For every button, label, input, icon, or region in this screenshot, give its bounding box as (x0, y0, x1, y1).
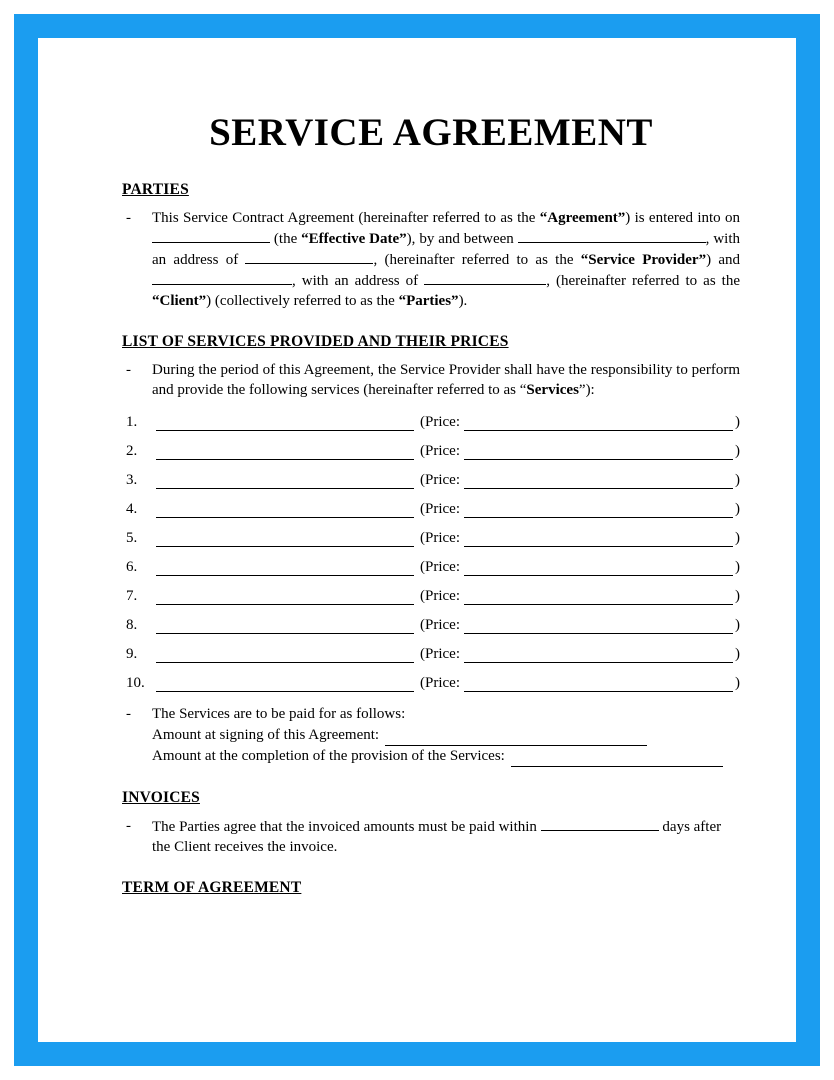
service-name-field[interactable] (156, 676, 414, 692)
service-price-label: (Price: (420, 530, 460, 546)
service-number: 10. (126, 675, 145, 691)
services-bullet (122, 360, 740, 400)
service-price-field[interactable] (464, 560, 733, 576)
provider-address-blank[interactable] (245, 249, 373, 264)
list-item (122, 588, 740, 605)
list-item (122, 530, 740, 547)
service-price-label: (Price: (420, 414, 460, 430)
service-price-label: (Price: (420, 501, 460, 517)
service-close-paren: ) (735, 501, 740, 517)
section-heading-invoices: INVOICES (122, 789, 200, 806)
parties-bold-agreement: “Agreement” (539, 210, 626, 226)
bullet-dash-icon: - (126, 706, 131, 722)
service-number: 7. (126, 588, 138, 604)
service-close-paren: ) (735, 530, 740, 546)
effective-date-blank[interactable] (152, 228, 270, 243)
document-title: SERVICE AGREEMENT (209, 111, 653, 154)
bullet-dash-icon: - (126, 362, 131, 378)
parties-text-7: ) and (706, 252, 741, 268)
list-item (122, 443, 740, 460)
list-item (122, 472, 740, 489)
parties-text-3: (the (270, 231, 302, 247)
payment-intro: The Services are to be paid for as follows: (152, 706, 406, 722)
parties-bullet (122, 208, 740, 311)
parties-bold-client: “Client” (152, 293, 207, 309)
service-price-field[interactable] (464, 502, 733, 518)
client-name-blank[interactable] (152, 270, 292, 285)
payment-at-completion-field[interactable] (511, 751, 723, 767)
section-heading-term: TERM OF AGREEMENT (122, 879, 302, 896)
section-heading-parties: PARTIES (122, 181, 189, 198)
client-address-blank[interactable] (424, 270, 546, 285)
document-body (122, 110, 740, 906)
parties-text-8: , with an address of (292, 273, 425, 289)
services-list (122, 414, 740, 692)
service-price-label: (Price: (420, 675, 460, 691)
payment-paragraph (152, 704, 740, 767)
service-name-field[interactable] (156, 589, 414, 605)
page-border (14, 14, 820, 1066)
invoices-paragraph (152, 816, 740, 857)
invoices-bullet (122, 816, 740, 857)
service-price-field[interactable] (464, 415, 733, 431)
invoices-text-2: days after the Client receives the invoice. (152, 819, 722, 855)
service-price-field[interactable] (464, 589, 733, 605)
parties-text-11: ). (458, 293, 468, 309)
invoice-days-blank[interactable] (541, 816, 659, 831)
service-price-field[interactable] (464, 473, 733, 489)
service-close-paren: ) (735, 675, 740, 691)
service-price-label: (Price: (420, 646, 460, 662)
service-name-field[interactable] (156, 618, 414, 634)
services-paragraph (152, 360, 740, 400)
service-price-label: (Price: (420, 588, 460, 604)
bullet-dash-icon: - (126, 818, 131, 834)
payment-at-completion-label: Amount at the completion of the provision of the Services: (152, 748, 505, 764)
parties-text-9: , (hereinafter referred to as the (546, 273, 741, 289)
parties-paragraph (152, 208, 740, 311)
parties-text-2: ) is entered into on (625, 210, 740, 226)
service-close-paren: ) (735, 617, 740, 633)
parties-bold-parties: “Parties” (398, 293, 459, 309)
service-price-label: (Price: (420, 472, 460, 488)
service-name-field[interactable] (156, 415, 414, 431)
parties-text-10: ) (collectively referred to as the (206, 293, 399, 309)
list-item (122, 675, 740, 692)
invoices-text-1: The Parties agree that the invoiced amounts must be paid within (152, 819, 541, 835)
parties-text-4: ), by and between (406, 231, 518, 247)
service-number: 6. (126, 559, 138, 575)
services-text-1: During the period of this Agreement, the Service Provider shall have the responsibility to perform and provide the following services (hereinafter referred to as “ (152, 362, 740, 398)
service-name-field[interactable] (156, 531, 414, 547)
service-price-label: (Price: (420, 559, 460, 575)
list-item (122, 559, 740, 576)
service-name-field[interactable] (156, 444, 414, 460)
parties-text-5: , with an address of (152, 231, 740, 268)
service-close-paren: ) (735, 588, 740, 604)
list-item (122, 617, 740, 634)
service-price-field[interactable] (464, 531, 733, 547)
service-number: 4. (126, 501, 138, 517)
service-name-field[interactable] (156, 502, 414, 518)
service-close-paren: ) (735, 472, 740, 488)
service-number: 1. (126, 414, 138, 430)
service-number: 5. (126, 530, 138, 546)
service-name-field[interactable] (156, 473, 414, 489)
payment-at-signing-label: Amount at signing of this Agreement: (152, 727, 380, 743)
service-price-field[interactable] (464, 676, 733, 692)
service-price-field[interactable] (464, 444, 733, 460)
list-item (122, 501, 740, 518)
list-item (122, 414, 740, 431)
service-price-label: (Price: (420, 443, 460, 459)
parties-bold-service-provider: “Service Provider” (580, 252, 707, 268)
provider-name-blank[interactable] (518, 228, 706, 243)
section-heading-services: LIST OF SERVICES PROVIDED AND THEIR PRICES (122, 333, 509, 350)
service-number: 2. (126, 443, 138, 459)
service-name-field[interactable] (156, 560, 414, 576)
service-number: 3. (126, 472, 138, 488)
services-bold-services: Services (526, 382, 579, 398)
service-close-paren: ) (735, 443, 740, 459)
service-number: 8. (126, 617, 138, 633)
parties-text-6: , (hereinafter referred to as the (373, 252, 581, 268)
payment-at-completion-row (152, 746, 740, 767)
payment-bullet (122, 704, 740, 767)
service-name-field[interactable] (156, 647, 414, 663)
payment-at-signing-field[interactable] (385, 730, 647, 746)
service-price-label: (Price: (420, 617, 460, 633)
parties-bold-effective-date: “Effective Date” (301, 231, 407, 247)
service-close-paren: ) (735, 646, 740, 662)
document-page (38, 38, 796, 1042)
list-item (122, 646, 740, 663)
service-close-paren: ) (735, 414, 740, 430)
service-close-paren: ) (735, 559, 740, 575)
services-text-2: ”): (578, 382, 595, 398)
service-price-field[interactable] (464, 618, 733, 634)
service-number: 9. (126, 646, 138, 662)
service-price-field[interactable] (464, 647, 733, 663)
bullet-dash-icon: - (126, 210, 131, 226)
parties-text-1: This Service Contract Agreement (hereinafter referred to as the (152, 210, 540, 226)
payment-at-signing-row (152, 725, 740, 746)
